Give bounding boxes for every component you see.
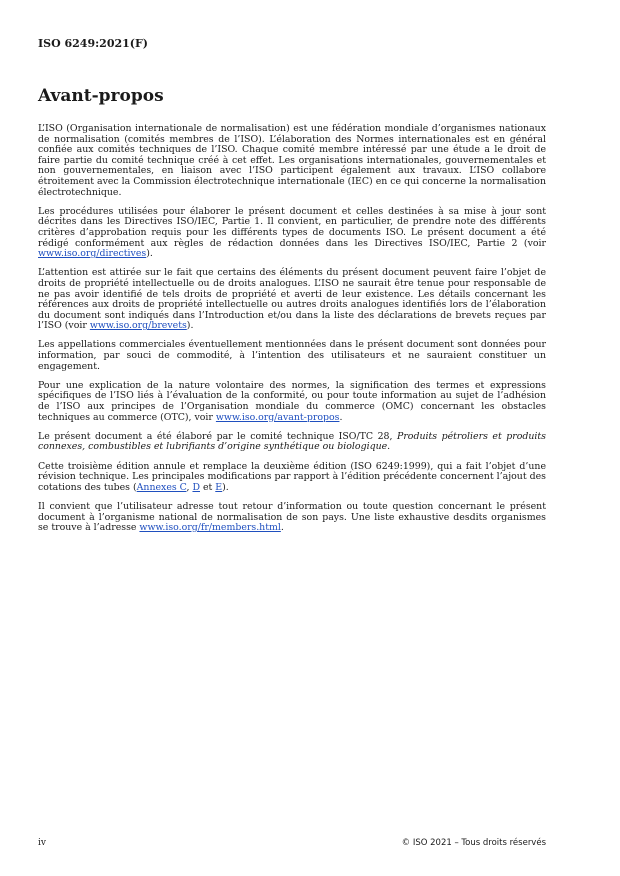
members-link[interactable]: www.iso.org/fr/members.html xyxy=(139,522,281,534)
paragraph-edition xyxy=(38,462,546,494)
paragraph-patents xyxy=(38,268,546,332)
separator: , xyxy=(186,481,193,493)
page-number: iv xyxy=(38,838,46,848)
paragraph-procedures xyxy=(38,207,546,260)
directives-link[interactable]: www.iso.org/directives xyxy=(38,248,147,260)
paragraph-text-end: . xyxy=(280,522,284,534)
paragraph-text: Il convient que l’utilisateur adresse tout retour d’information ou toute question concernant le présent document à l’organisme national de normalisation de son pays. Une liste exhaustive desdits organismes se trouve à l’adresse xyxy=(38,500,546,534)
paragraph-iso-intro: L’ISO (Organisation internationale de normalisation) est une fédération mondiale d’organismes nationaux de normalisation (comités membres de l’ISO). L’élaboration des Normes internationales est en général confiée aux comités techniques de l’ISO. Chaque comité membre intéressé par une étude a le droit de faire partie du comité technique créé à cet effet. Les organisations internationales, gouvernementales et non gouvernementales, en liaison avec l’ISO participent également aux travaux. L’ISO collabore étroitement avec la Commission électrotechnique internationale (IEC) en ce qui concerne la normalisation électrotechnique. xyxy=(38,123,546,198)
paragraph-text: Les procédures utilisées pour élaborer le présent document et celles destinées à sa mise à jour sont décrites dans les Directives ISO/IEC, Partie 1. Il convient, en particulier, de prendre note des différents critères d’approbation requis pour les différents types de documents ISO. Le présent document a été rédigé conformément aux règles de rédaction données dans les Directives ISO/IEC, Partie 2 (voir xyxy=(38,205,546,249)
paragraph-text-end: . xyxy=(387,441,391,453)
paragraph-committee xyxy=(38,432,546,453)
annex-d-link[interactable]: D xyxy=(192,481,200,493)
paragraph-text-end: . xyxy=(339,411,343,423)
paragraph-feedback xyxy=(38,502,546,534)
separator: et xyxy=(200,481,216,493)
document-body xyxy=(38,124,546,542)
paragraph-trade-names: Les appellations commerciales éventuellement mentionnées dans le présent document sont données pour information, par souci de commodité, à l’intention des utilisateurs et ne sauraient constituer un engagement. xyxy=(38,339,546,372)
copyright-notice: © ISO 2021 – Tous droits réservés xyxy=(401,838,546,848)
paragraph-voluntary-nature xyxy=(38,381,546,423)
paragraph-text: L’attention est attirée sur le fait que certains des éléments du présent document peuvent faire l’objet de droits de propriété intellectuelle ou de droits analogues. L’ISO ne saurait être tenue pour responsable de ne pas avoir identifié de tels droits de propriété et averti de leur existence. Les détails concernant les références aux droits de propriété intellectuelle ou autres droits analogues identifiés lors de l’élaboration du document sont indiqués dans l’Introduction et/ou dans la liste des déclarations de brevets reçues par l’ISO (voir xyxy=(38,267,546,332)
section-title: Avant-propos xyxy=(38,86,164,106)
paragraph-text: Le présent document a été élaboré par le comité technique ISO/TC 28, xyxy=(38,430,398,442)
paragraph-text-end: ). xyxy=(222,481,229,493)
annex-c-link[interactable]: Annexes C xyxy=(136,481,187,493)
patents-link[interactable]: www.iso.org/brevets xyxy=(89,320,187,332)
annex-e-link[interactable]: E xyxy=(215,481,223,493)
paragraph-text: Cette troisième édition annule et remplace la deuxième édition (ISO 6249:1999), qui a fait l’objet d’une révision technique. Les principales modifications par rapport à l’édition précédente concernent l’ajout des cotations des tubes ( xyxy=(38,460,546,493)
paragraph-text-end: ). xyxy=(186,320,194,332)
paragraph-text: Pour une explication de la nature volontaire des normes, la signification des termes et expressions spécifiques de l’ISO liés à l’évaluation de la conformité, ou pour toute information au sujet de l’adhésion de l’ISO aux principes de l’Organisation mondiale du commerce (OMC) concernant les obstacles techniques au commerce (OTC), voir xyxy=(38,379,546,423)
foreword-link[interactable]: www.iso.org/avant-propos xyxy=(215,411,340,423)
paragraph-text-end: ). xyxy=(146,248,153,260)
document-id: ISO 6249:2021(F) xyxy=(38,37,149,50)
committee-title: Produits pétroliers et produits connexes, combustibles et lubrifiants d’origine synthétique ou biologique xyxy=(38,430,546,453)
